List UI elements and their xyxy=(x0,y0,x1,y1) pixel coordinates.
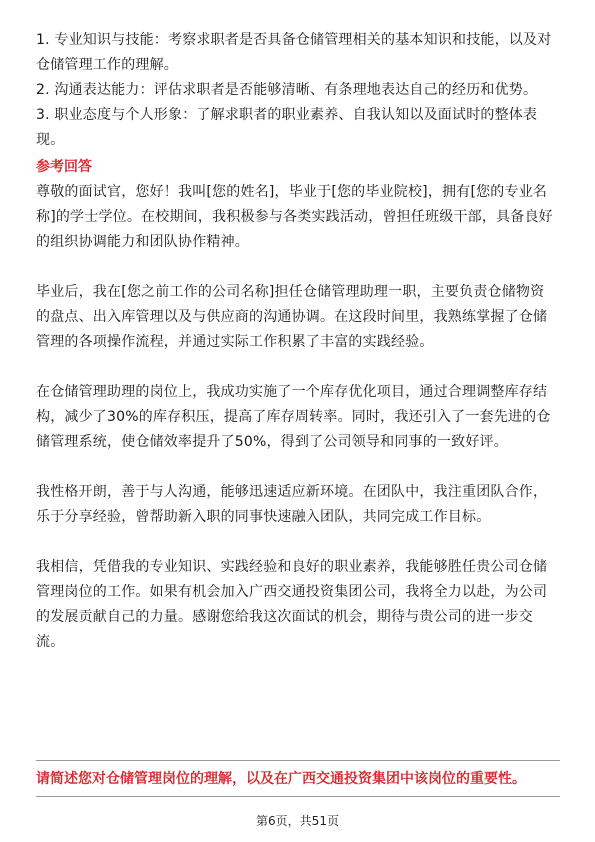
answer-paragraph xyxy=(36,180,560,255)
paragraph-line: 称]的学士学位。在校期间，我积极参与各类实践活动，曾担任班级干部，具备良好 xyxy=(36,209,553,225)
paragraph-line: 储管理系统，使仓储效率提升了50%，得到了公司领导和同事的一致好评。 xyxy=(36,434,508,450)
paragraph-line: 的组织协调能力和团队协作精神。 xyxy=(36,234,249,250)
criterion-line: 1. 专业知识与技能：考察求职者是否具备仓储管理相关的基本知识和技能，以及对 xyxy=(36,32,552,48)
paragraph-line: 乐于分享经验，曾帮助新入职的同事快速融入团队，共同完成工作目标。 xyxy=(36,509,491,525)
paragraph-line: 毕业后，我在[您之前工作的公司名称]担任仓储管理助理一职，主要负责仓储物资 xyxy=(36,284,545,300)
divider-top xyxy=(36,760,560,761)
paragraph-line: 的发展贡献自己的力量。感谢您给我这次面试的机会，期待与贵公司的进一步交 xyxy=(36,609,533,625)
paragraph-line: 尊敬的面试官，您好！我叫[您的姓名]，毕业于[您的毕业院校]，拥有[您的专业名 xyxy=(36,184,548,200)
paragraph-line: 在仓储管理助理的岗位上，我成功实施了一个库存优化项目，通过合理调整库存结 xyxy=(36,384,548,400)
paragraph-line: 管理岗位的工作。如果有机会加入广西交通投资集团公司，我将全力以赴，为公司 xyxy=(36,584,548,600)
criterion-line: 现。 xyxy=(36,132,65,148)
criterion-item xyxy=(36,78,560,103)
answer-paragraph xyxy=(36,380,560,455)
paragraph-line: 管理的各项操作流程，并通过实际工作积累了丰富的实践经验。 xyxy=(36,334,434,350)
answer-paragraph xyxy=(36,280,560,355)
evaluation-criteria xyxy=(36,28,560,153)
divider-bottom xyxy=(36,796,560,797)
criterion-item xyxy=(36,103,560,153)
page-number: 第6页，共51页 xyxy=(256,814,339,828)
document-body xyxy=(36,28,560,655)
paragraph-line: 的盘点、出入库管理以及与供应商的沟通协调。在这段时间里，我熟练掌握了仓储 xyxy=(36,309,548,325)
next-question: 请简述您对仓储管理岗位的理解，以及在广西交通投资集团中该岗位的重要性。 xyxy=(36,771,526,787)
criterion-item xyxy=(36,28,560,78)
answer-paragraph xyxy=(36,555,560,655)
paragraph-line: 流。 xyxy=(36,634,65,650)
paragraph-line: 构，减少了30%的库存积压，提高了库存周转率。同时，我还引入了一套先进的仓 xyxy=(36,409,551,425)
criterion-line: 仓储管理工作的理解。 xyxy=(36,57,178,73)
answer-paragraph xyxy=(36,480,560,530)
criterion-line: 3. 职业态度与个人形象：了解求职者的职业素养、自我认知以及面试时的整体表 xyxy=(36,107,538,123)
criterion-line: 2. 沟通表达能力：评估求职者是否能够清晰、有条理地表达自己的经历和优势。 xyxy=(36,82,538,98)
answer-heading: 参考回答 xyxy=(36,159,92,175)
paragraph-line: 我性格开朗，善于与人沟通，能够迅速适应新环境。在团队中，我注重团队合作， xyxy=(36,484,548,500)
paragraph-line: 我相信，凭借我的专业知识、实践经验和良好的职业素养，我能够胜任贵公司仓储 xyxy=(36,559,548,575)
